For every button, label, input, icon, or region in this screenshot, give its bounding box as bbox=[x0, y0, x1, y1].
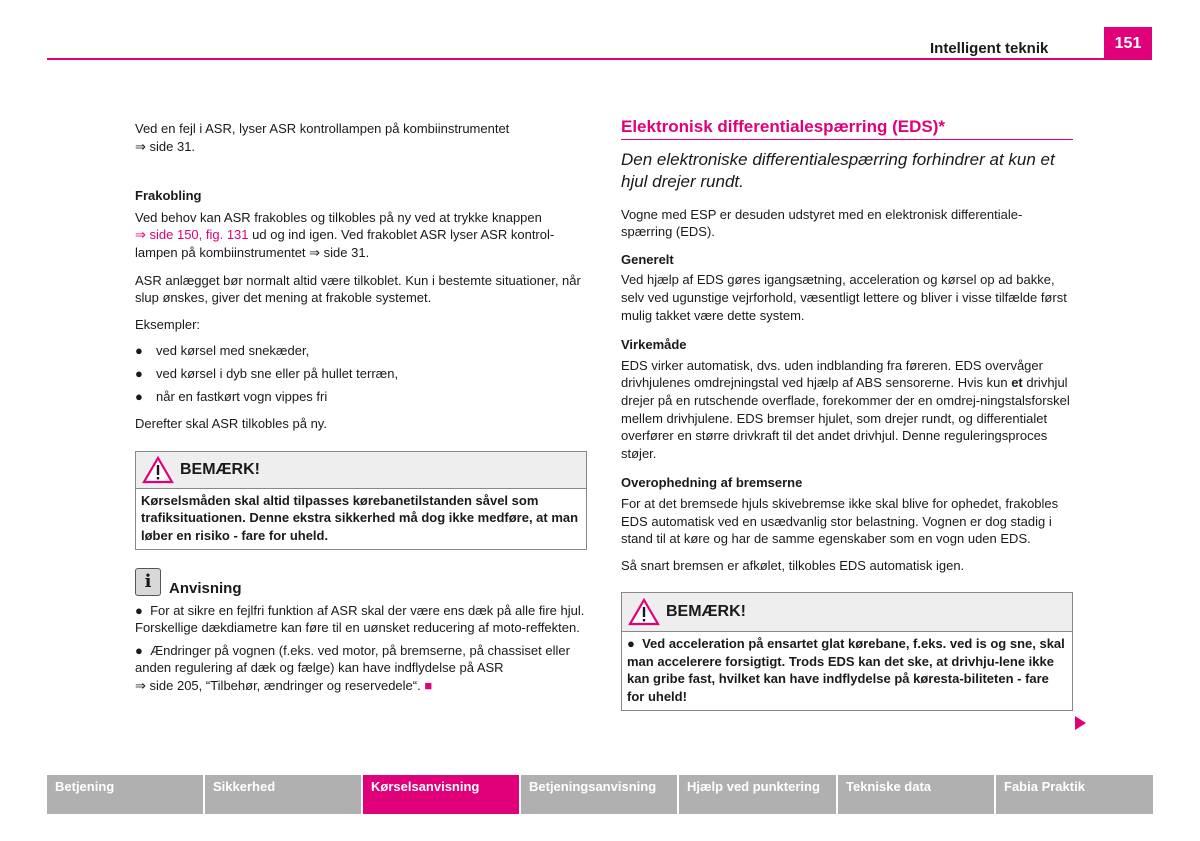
footer-nav bbox=[47, 775, 1153, 814]
tab-betjening[interactable]: Betjening bbox=[47, 775, 205, 814]
tip-box bbox=[135, 568, 587, 695]
generelt-text: Ved hjælp af EDS gøres igangsætning, acceleration og kørsel op ad bakke, selv ved ugunstige vejrforhold, væsentligt lettere og bliver i visse tilfælde først mulig takket være dette system. bbox=[621, 272, 1067, 323]
list-item-text: ved kørsel i dyb sne eller på hullet terræn, bbox=[156, 365, 399, 381]
warning-box bbox=[135, 451, 587, 550]
overophedning-text: For at det bremsede hjuls skivebremse ikke skal blive for ophedet, frakobles EDS automatisk ved en usædvanlig stor belastning. Vognen er dog stadig i stand til at køre og har de samme egenskaber som en vogn uden EDS. bbox=[621, 495, 1059, 547]
warning-text bbox=[622, 632, 1072, 709]
examples-label: Eksempler: bbox=[135, 316, 201, 332]
tab-tekniske-data[interactable]: Tekniske data bbox=[838, 775, 996, 814]
virkemaade-text-b: drivhjul drejer på en rutschende overflade, forekommer der en omdrej-ningstalsforskel mellem drivhjulene. EDS bremser hjulet, som drejer rundt, og differentialet overfører en større drivkraft til det andet drivhjul. Denne reguleringsproces støjer. bbox=[621, 375, 1070, 461]
virkemaade-emphasis: et bbox=[1011, 375, 1023, 391]
tip-item-ref: ⇒ side 205, “Tilbehør, ændringer og reservedele“. bbox=[135, 677, 421, 693]
header-rule bbox=[47, 58, 1152, 60]
page-number: 151 bbox=[1104, 27, 1152, 60]
warning-box bbox=[621, 592, 1073, 710]
list-item-text: når en fastkørt vogn vippes fri bbox=[156, 388, 328, 404]
warning-triangle-icon bbox=[628, 598, 660, 626]
example-list bbox=[135, 342, 587, 405]
tab-korselsanvisning[interactable]: Kørselsanvisning bbox=[363, 775, 521, 814]
heading-virkemaade: Virkemåde bbox=[621, 337, 687, 353]
heading-frakobling: Frakobling bbox=[135, 188, 202, 204]
eds-intro: Vogne med ESP er desuden udstyret med en elektronisk differentiale-spærring (EDS). bbox=[621, 206, 1023, 240]
asr-fault-text bbox=[135, 120, 587, 155]
tip-item bbox=[135, 602, 587, 637]
section-lead: Den elektroniske differentialespærring forhindrer at kun et hjul drejer rundt. bbox=[621, 149, 1055, 191]
list-item bbox=[135, 388, 587, 406]
tip-item bbox=[135, 642, 587, 695]
right-column bbox=[621, 118, 1073, 711]
reconnect-text: Derefter skal ASR tilkobles på ny. bbox=[135, 416, 327, 432]
virkemaade-text-a: EDS virker automatisk, dvs. uden indblanding fra føreren. EDS overvåger drivhjulenes omdrejningstal ved hjælp af ABS sensorerne. Hvis kun bbox=[621, 357, 1043, 391]
list-item bbox=[135, 342, 587, 360]
warning-text: Kørselsmåden skal altid tilpasses kørebanetilstanden såvel som trafiksituationen. Denne ekstra sikkerhed må dog ikke medføre, at man løber en risiko - fare for uheld. bbox=[141, 492, 579, 543]
bullet-icon: ● bbox=[627, 636, 635, 652]
frakobling-line2: ud og ind igen. Ved frakoblet ASR lyser ASR kontrol- bbox=[248, 227, 555, 243]
warning-header bbox=[136, 452, 586, 489]
heading-overophedning: Overophedning af bremserne bbox=[621, 475, 803, 491]
bullet-icon: ● bbox=[135, 642, 143, 658]
heading-generelt: Generelt bbox=[621, 251, 674, 267]
tip-item-text: For at sikre en fejlfri funktion af ASR skal der være ens dæk på alle fire hjul. Forskellige dækdiametre kan føre til en uønsket reducering af moto-reffekten. bbox=[135, 602, 585, 636]
virkemaade-text bbox=[621, 357, 1073, 463]
left-column bbox=[135, 120, 587, 694]
tab-sikkerhed[interactable]: Sikkerhed bbox=[205, 775, 363, 814]
cooldown-text: Så snart bremsen er afkølet, tilkobles EDS automatisk igen. bbox=[621, 557, 965, 573]
bullet-icon: ● bbox=[135, 365, 143, 381]
frakobling-line1: Ved behov kan ASR frakobles og tilkobles på ny ved at trykke knappen bbox=[135, 209, 542, 225]
warning-title: BEMÆRK! bbox=[666, 603, 746, 621]
end-square-icon: ■ bbox=[424, 677, 433, 693]
tip-title: Anvisning bbox=[169, 579, 242, 597]
tip-item-text: Ændringer på vognen (f.eks. ved motor, på bremserne, på chassiset eller anden regulering af dæk og fælge) kan have indflydelse på ASR bbox=[135, 642, 570, 676]
page-ref-link[interactable]: ⇒ side 150, fig. 131 bbox=[135, 227, 249, 243]
frakobling-text bbox=[135, 209, 587, 262]
bullet-icon: ● bbox=[135, 343, 143, 359]
asr-fault-ref: ⇒ side 31. bbox=[135, 138, 196, 154]
list-item bbox=[135, 365, 587, 383]
warning-triangle-icon bbox=[142, 456, 174, 484]
section-title: Elektronisk differentialespærring (EDS)* bbox=[621, 118, 1073, 140]
tab-hjaelp-ved-punktering[interactable]: Hjælp ved punktering bbox=[679, 775, 838, 814]
warning-title: BEMÆRK! bbox=[180, 460, 260, 478]
tab-betjeningsanvisning[interactable]: Betjeningsanvisning bbox=[521, 775, 679, 814]
list-item-text: ved kørsel med snekæder, bbox=[156, 343, 310, 359]
info-icon: i bbox=[135, 568, 161, 596]
asr-fault-line1: Ved en fejl i ASR, lyser ASR kontrollampen på kombiinstrumentet bbox=[135, 121, 510, 136]
chapter-title: Intelligent teknik bbox=[930, 40, 1049, 57]
continue-arrow-icon bbox=[1075, 716, 1086, 730]
bullet-icon: ● bbox=[135, 602, 143, 618]
tab-fabia-praktik[interactable]: Fabia Praktik bbox=[996, 775, 1153, 814]
warning-text-content: Ved acceleration på ensartet glat kørebane, f.eks. ved is og sne, skal man accelerere forsigtigt. Trods EDS kan det ske, at drivhju-lene ikke kan gribe fast, hvilket kan have indflydelse på køresta-biliteten - fare for uheld! bbox=[627, 636, 1065, 705]
bullet-icon: ● bbox=[135, 388, 143, 404]
frakobling-line3: lampen på kombiinstrumentet ⇒ side 31. bbox=[135, 244, 370, 260]
asr-recommendation: ASR anlægget bør normalt altid være tilkoblet. Kun i bestemte situationer, når slup ønskes, giver det mening at frakoble systemet. bbox=[135, 272, 581, 306]
warning-header bbox=[622, 593, 1072, 632]
tip-header bbox=[135, 568, 587, 596]
